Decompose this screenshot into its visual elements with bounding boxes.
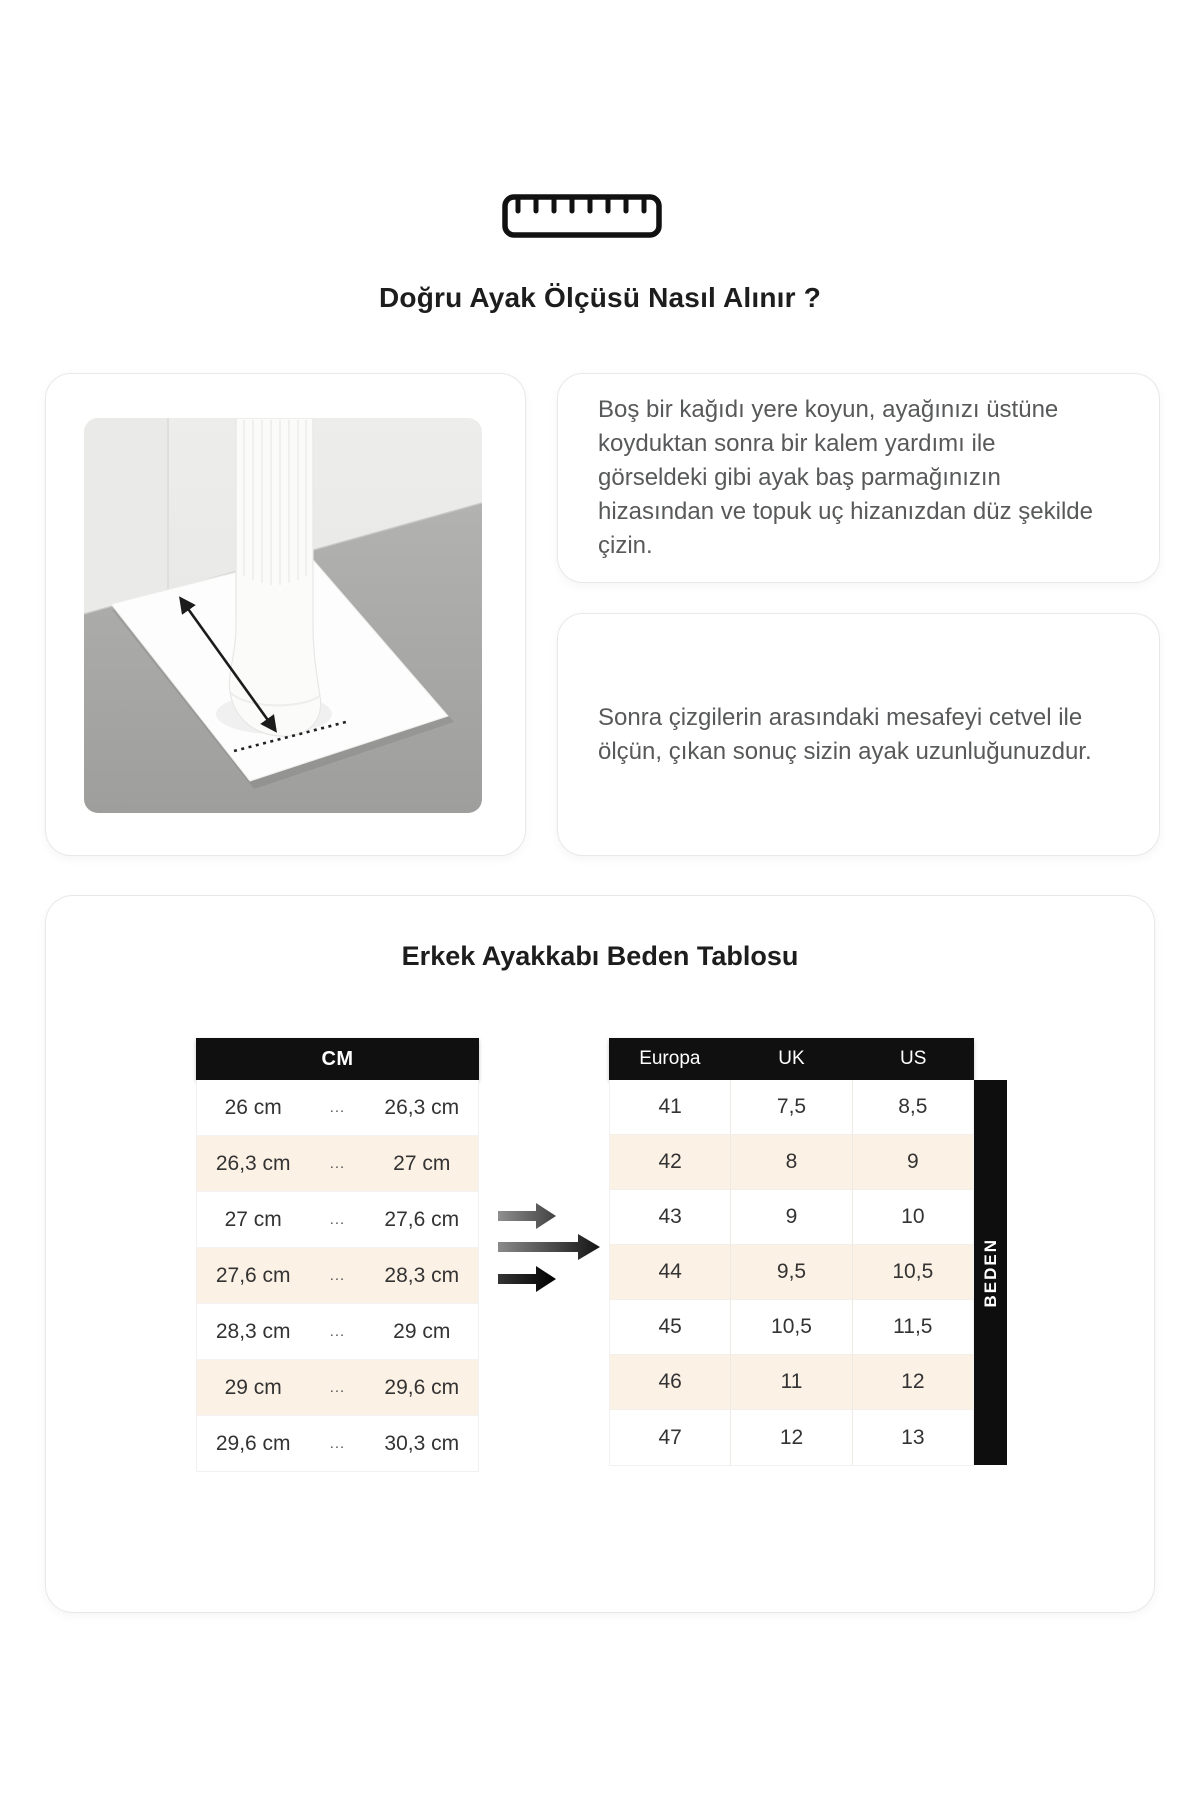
size-table-body <box>609 1080 974 1466</box>
table-cell: ... <box>329 1323 346 1340</box>
size-chart-title: Erkek Ayakkabı Beden Tablosu <box>401 941 799 971</box>
table-cell: ... <box>329 1379 346 1396</box>
table-cell: 11 <box>731 1355 852 1410</box>
table-cell: 10,5 <box>853 1245 973 1300</box>
table-cell: 10,5 <box>731 1300 852 1355</box>
table-row <box>197 1136 478 1192</box>
table-row <box>610 1410 973 1465</box>
table-cell: 12 <box>853 1355 973 1410</box>
table-row <box>197 1192 478 1248</box>
beden-side-bar <box>974 1080 1007 1465</box>
col-header-europa: Europa <box>639 1048 701 1069</box>
table-cell: 47 <box>610 1410 731 1465</box>
size-table-wrap <box>609 1038 1007 1465</box>
page-title: Doğru Ayak Ölçüsü Nasıl Alınır ? <box>378 282 822 313</box>
table-cell: 12 <box>731 1410 852 1465</box>
table-cell: 10 <box>853 1190 973 1245</box>
table-cell: 13 <box>901 1425 925 1449</box>
table-row <box>610 1080 973 1135</box>
table-cell: 8 <box>731 1135 852 1190</box>
table-cell: 43 <box>610 1190 731 1245</box>
table-cell: 26,3 cm <box>384 1095 460 1119</box>
table-row <box>610 1355 973 1410</box>
table-cell: ... <box>329 1267 346 1284</box>
measurement-photo-card <box>45 373 526 856</box>
table-row <box>610 1300 973 1355</box>
cm-header-label: CM <box>321 1047 354 1070</box>
ruler-icon <box>502 194 662 238</box>
table-cell: 27,6 cm <box>384 1207 460 1231</box>
table-cell: 9 <box>853 1135 973 1190</box>
table-cell: 27 cm <box>393 1151 451 1175</box>
table-cell: ... <box>329 1155 346 1172</box>
cm-table-body <box>196 1080 479 1472</box>
cm-table <box>196 1038 479 1472</box>
size-chart-section <box>45 895 1155 1613</box>
table-cell: 27,6 cm <box>215 1263 291 1287</box>
table-cell: 11,5 <box>853 1300 973 1355</box>
size-table-header <box>609 1038 974 1080</box>
table-row <box>610 1245 973 1300</box>
instruction-card-2 <box>557 613 1160 856</box>
table-cell: 30,3 cm <box>384 1431 460 1455</box>
table-cell: 29 cm <box>224 1375 282 1399</box>
table-cell: ... <box>329 1211 346 1228</box>
table-cell: ... <box>329 1099 346 1116</box>
table-cell: 7,5 <box>731 1080 852 1135</box>
table-cell: 28,3 cm <box>215 1319 291 1343</box>
table-cell: 8,5 <box>853 1080 973 1135</box>
foot-measurement-photo <box>84 418 482 813</box>
col-header-us: US <box>899 1048 927 1069</box>
table-row <box>197 1080 478 1136</box>
table-cell: 28,3 cm <box>384 1263 460 1287</box>
table-cell: 44 <box>610 1245 731 1300</box>
cm-table-header <box>196 1038 479 1080</box>
table-cell: 26 cm <box>224 1095 282 1119</box>
table-cell: 29 cm <box>393 1319 451 1343</box>
table-row <box>197 1360 478 1416</box>
table-cell: 41 <box>610 1080 731 1135</box>
table-cell: ... <box>329 1435 346 1452</box>
table-cell: 26,3 cm <box>215 1151 291 1175</box>
col-header-uk: UK <box>778 1048 805 1069</box>
table-row <box>197 1416 478 1471</box>
table-cell: 46 <box>610 1355 731 1410</box>
instruction-text-1: Boş bir kağıdı yere koyun, ayağınızı üstüne koyduktan sonra bir kalem yardımı ile görseldeki gibi ayak baş parmağınızın hizasından ve topuk uç hizanızdan düz şekilde çizin. <box>598 396 1093 559</box>
table-row <box>610 1190 973 1245</box>
table-row <box>197 1304 478 1360</box>
instruction-card-1 <box>557 373 1160 583</box>
table-row <box>197 1248 478 1304</box>
table-cell: 27 cm <box>224 1207 282 1231</box>
table-cell: 45 <box>610 1300 731 1355</box>
transfer-arrows-icon <box>498 1202 610 1302</box>
beden-label: BEDEN <box>980 1237 1000 1308</box>
instruction-text-2: Sonra çizgilerin arasındaki mesafeyi cetvel ile ölçün, çıkan sonuç sizin ayak uzunluğunuzdur. <box>598 703 1092 765</box>
table-cell: 42 <box>610 1135 731 1190</box>
table-cell: 29,6 cm <box>215 1431 291 1455</box>
table-cell: 9,5 <box>731 1245 852 1300</box>
table-cell: 29,6 cm <box>384 1375 460 1399</box>
table-cell: 9 <box>731 1190 852 1245</box>
table-row <box>610 1135 973 1190</box>
size-table <box>609 1038 974 1466</box>
